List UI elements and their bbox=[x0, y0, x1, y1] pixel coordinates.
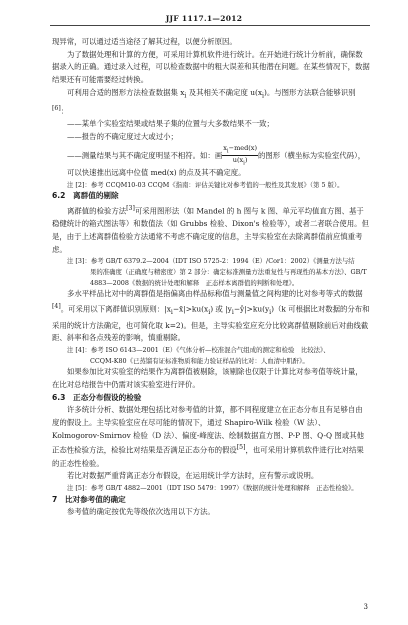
list-item: ——某单个实验室结果或结果子集的位置与大多数结果不一致； bbox=[67, 119, 274, 129]
citation: [3] bbox=[126, 205, 135, 213]
footnote: 注 [3]：参考 GB/T 6379.2—2004（IDT ISO 5725-2：1994（E）/Cor1：2002）《测量方法与结 果的准确度（正确度与精密度）第 2 部分：确定标准测量方法重复性与再现性的基本方法》、GB/T 4883—2008《数据的统计处理和解释 正态样本离群值的判断和处理》。 bbox=[67, 257, 367, 287]
paragraph: 若比对数据严重背离正态分布假设，在运用统计学方法时，应有警示或说明。 bbox=[67, 471, 319, 481]
fraction-formula: $\frac{x_i-med(x)}{u(x_i)}$ bbox=[223, 143, 257, 167]
footnote: 注 [4]：参考 ISO 6143—2001（E）《气体分析—校准混合气组成的测定和检验 比较法》、 CCQM-K80《已蒸馏有证标准物质和能力验证样品的比对：人血清中肌酐》。 bbox=[67, 345, 330, 365]
paragraph: 现异常，可以通过适当途径了解其过程，以便分析原因。 bbox=[52, 37, 237, 46]
paragraph: 参考值的确定按优先等级依次选用以下方法。 bbox=[67, 507, 215, 517]
citation: [6] bbox=[52, 104, 61, 112]
page-body bbox=[52, 36, 370, 519]
section-heading: 6.3 正态分布假设的检验 bbox=[52, 392, 142, 402]
footnote: 注 [5]：参考 GB/T 4882—2001（IDT ISO 5479：1997）《数据的统计处理和解释 正态性检验》。 bbox=[67, 483, 358, 492]
paragraph: 可利用合适的图形方法检查数据集 $x_i$ 及其相关不确定度 $u(x_i)$。与图形方法联合能够识别[6]： bbox=[52, 87, 356, 116]
paragraph: 如果参加比对实验室的结果作为离群值被剔除，该剔除也仅限于计算比对参考值等统计量，在比对总结报告中仍需对该实验室进行评价。 bbox=[52, 367, 363, 389]
list-item: ——报告的不确定度过大或过小； bbox=[67, 131, 178, 141]
list-item: ——测量结果与其不确定度明显不相符。如：画 $\frac{x_i-med(x)}{u(x_i)}$ 的图形（横坐标为实验室代码），可以快速推出远离中位值 med(x) 的点及其不确定度。 bbox=[67, 143, 366, 178]
citation: [5] bbox=[236, 444, 246, 452]
paragraph: 为了数据处理和计算的方便，可采用计算机软件进行统计。在开始进行统计分析前，确保数据录入的正确。通过录入过程，可以检查数据中的粗大误差和其他潜在问题。在某些情况下，数据结果还有可能需要经过转换。 bbox=[52, 49, 370, 85]
footnote: 注 [2]：参考 CCQM10-03 CCQM《指南：评估关键比对参考值的一般性及其发展》（第 5 版）。 bbox=[67, 180, 344, 189]
paragraph: 许多统计分析、数据处理包括比对参考值的计算，都不同程度建立在正态分布且有足够自由度的假设上。主导实验室应在尽可能的情况下，通过 Shapiro-Wilk 检验（W 法）、Kolmogorov-Smirnov 检验（D 法）、偏度-峰度法、绘制数据直方图、P-P 图、Q-Q 图或其他正态性检验方法，检验比对结果是否满足正态分布的假设[5]，也可采用计算机软件进行比对结果的正态性检验。 bbox=[52, 405, 364, 468]
paragraph: 离群值的检验方法[3]可采用图形法（如 Mandel 的 h 图与 k 图、单元平均值直方图、基于稳健统计的箱式图法等）和数值法（如 Grubbs 检验、Dixon's 检验等），或者二者联合使用。但是，由于上述离群值检验方法通常不考虑不确定度的信息，主导实验室在去除离群值前应慎重考虑。 bbox=[52, 205, 369, 254]
section-heading: 7 比对参考值的确定 bbox=[52, 494, 126, 504]
paragraph: 多水平样品比对中的离群值是指偏离由样品标称值与测量值之间构建的比对参考等式的数据[4]。可采用以下离群值识别原则：$|x_i-x̄|>ku(x_i)$ 或 $|y_i-ŷ|>ku(y_i)(k$ 可根据比对数据的分布和采用的统计方法确定，也可简化取 k=2)。但是，主导实验室应充分比较离群值剔除前后对曲线截距、斜率和各点残差的影响，慎重剔除。 bbox=[52, 289, 370, 343]
running-header: JJF 1117.1—2012 bbox=[165, 14, 243, 23]
header-rule bbox=[50, 25, 370, 26]
section-heading: 6.2 离群值的剔除 bbox=[52, 191, 119, 201]
page-number: 3 bbox=[363, 603, 368, 611]
citation: [4] bbox=[52, 302, 61, 310]
